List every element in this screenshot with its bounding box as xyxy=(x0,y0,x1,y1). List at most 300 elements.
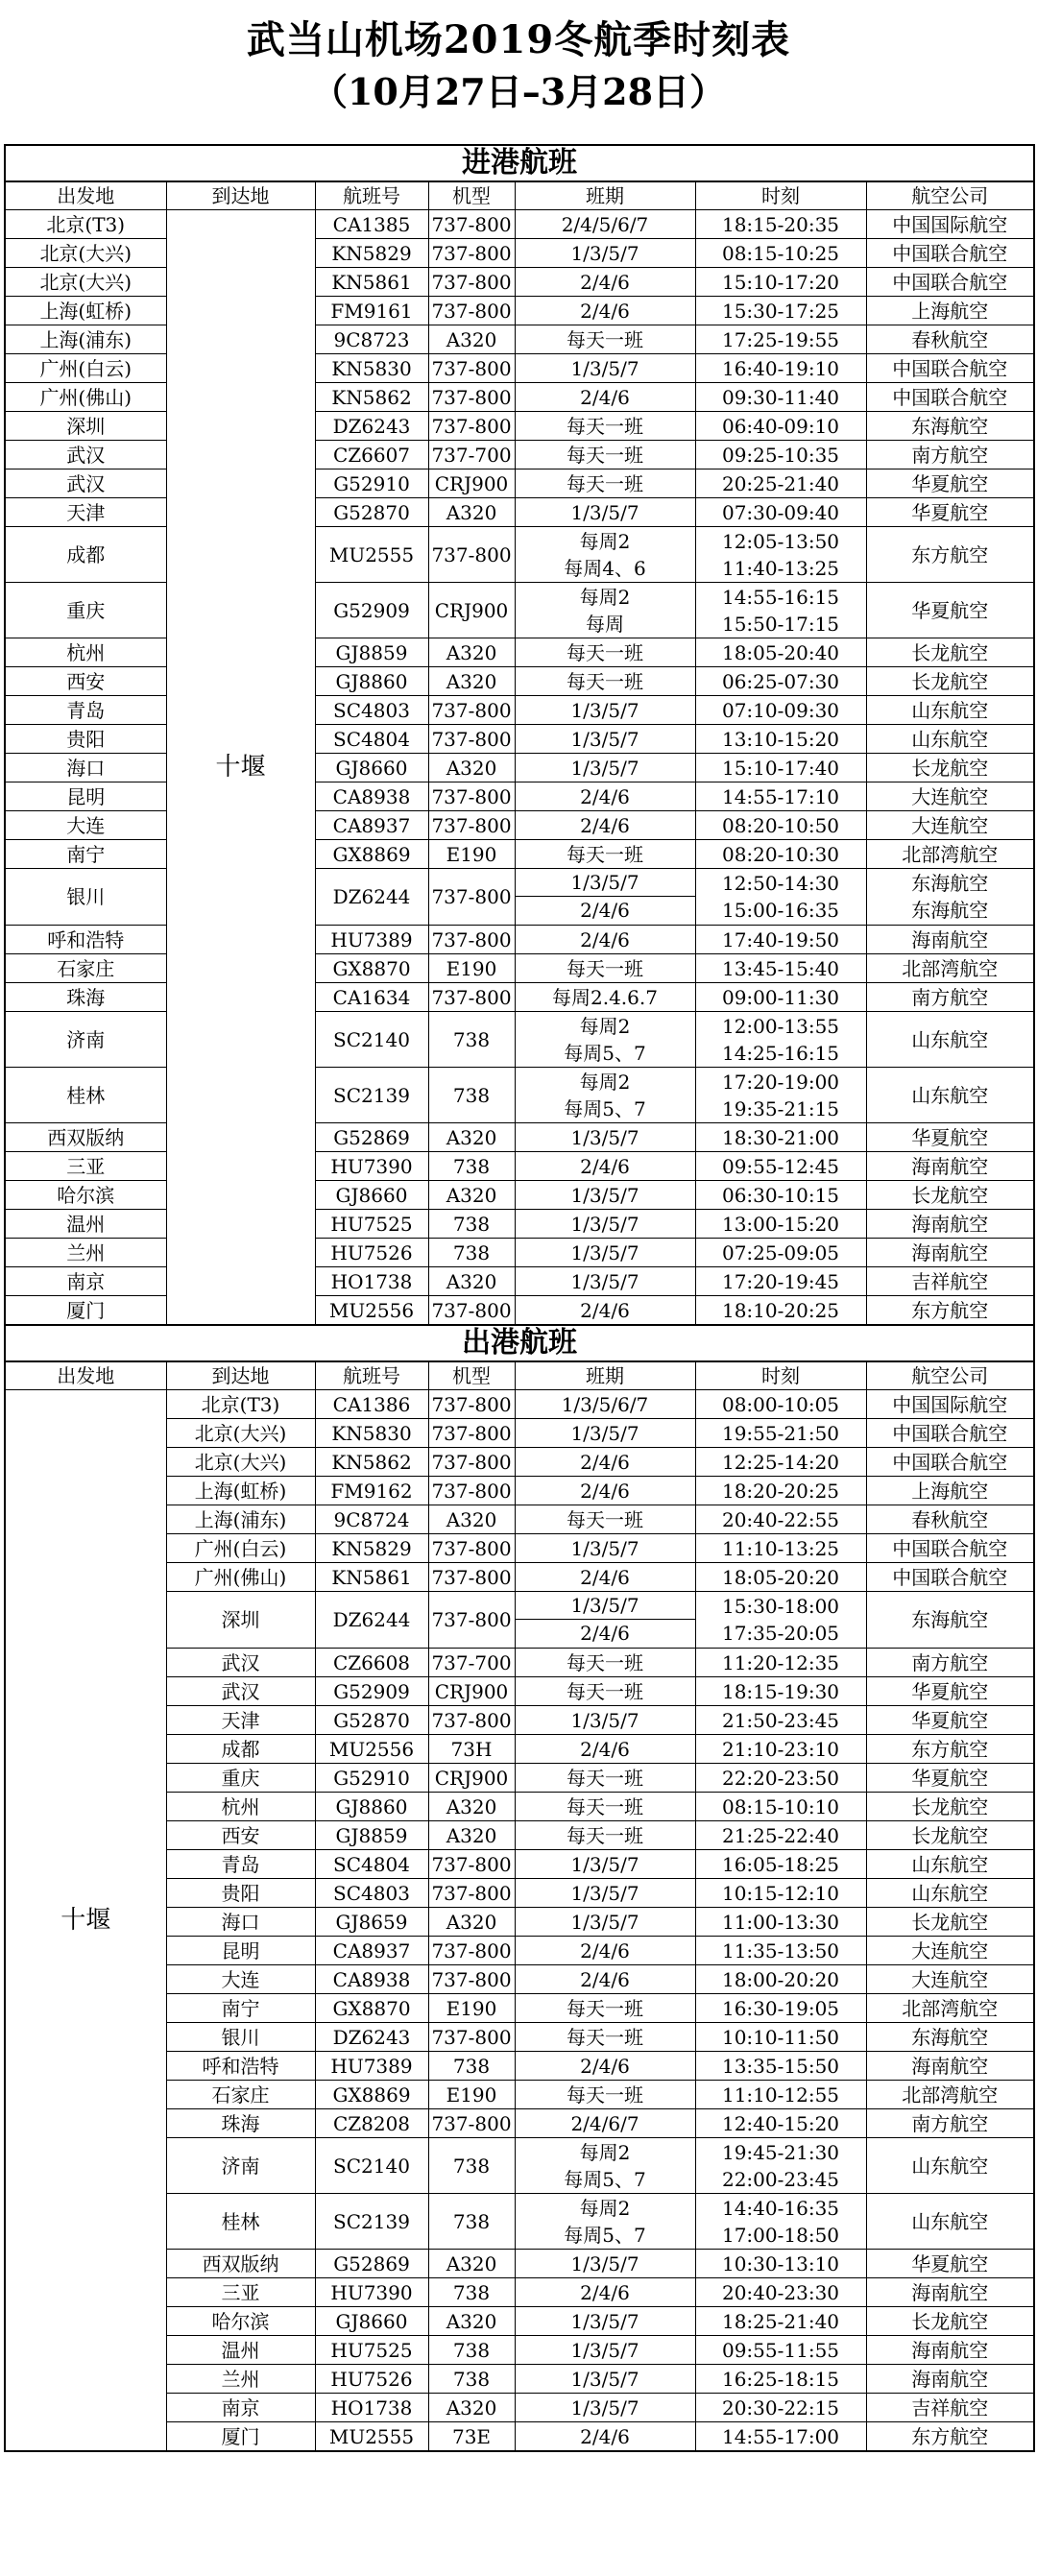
table-row xyxy=(5,1068,1034,1123)
table-row xyxy=(5,441,1034,469)
table-row xyxy=(5,725,1034,754)
airline-cell: 海南航空 xyxy=(866,2365,1034,2394)
aircraft-cell: 737-800 xyxy=(428,983,515,1012)
flight-number-cell: SC2139 xyxy=(315,1068,428,1123)
flight-number-cell: CA8938 xyxy=(315,782,428,811)
column-header-1: 到达地 xyxy=(166,1361,315,1390)
aircraft-cell: A320 xyxy=(428,667,515,696)
airline-cell: 海南航空 xyxy=(866,2278,1034,2307)
days-cell: 2/4/6 xyxy=(515,1563,695,1592)
airline-cell: 海南航空 xyxy=(866,1239,1034,1267)
departures-section-title: 出港航班 xyxy=(5,1325,1034,1361)
airline-cell: 长龙航空 xyxy=(866,667,1034,696)
days-cell: 2/4/6 xyxy=(515,268,695,297)
aircraft-cell: A320 xyxy=(428,638,515,667)
city-cell: 北京(大兴) xyxy=(5,239,166,268)
flight-number-cell: GJ8660 xyxy=(315,1181,428,1210)
aircraft-cell: 737-800 xyxy=(428,1419,515,1448)
departures-column-header-row xyxy=(5,1361,1034,1390)
time-cell: 17:20-19:00 19:35-21:15 xyxy=(695,1068,866,1123)
airline-cell: 南方航空 xyxy=(866,1649,1034,1677)
time-cell: 18:25-21:40 xyxy=(695,2307,866,2336)
column-header-1: 到达地 xyxy=(166,181,315,210)
city-cell: 北京(大兴) xyxy=(166,1448,315,1477)
airline-cell: 华夏航空 xyxy=(866,1677,1034,1706)
days-cell: 2/4/6 xyxy=(515,1937,695,1965)
flight-number-cell: HU7390 xyxy=(315,1152,428,1181)
days-cell: 每天一班 xyxy=(515,840,695,869)
schedule-table xyxy=(4,144,1035,2452)
time-cell: 19:55-21:50 xyxy=(695,1419,866,1448)
flight-number-cell: SC4803 xyxy=(315,696,428,725)
airline-cell: 长龙航空 xyxy=(866,754,1034,782)
flight-number-cell: SC4803 xyxy=(315,1879,428,1908)
aircraft-cell: CRJ900 xyxy=(428,469,515,498)
airline-cell: 山东航空 xyxy=(866,2138,1034,2194)
table-row xyxy=(5,811,1034,840)
days-cell: 1/3/5/7 xyxy=(515,354,695,383)
column-header-6: 航空公司 xyxy=(866,181,1034,210)
flight-number-cell: CZ8208 xyxy=(315,2109,428,2138)
airline-cell: 中国国际航空 xyxy=(866,1390,1034,1419)
table-row xyxy=(5,268,1034,297)
time-cell: 13:35-15:50 xyxy=(695,2052,866,2081)
flight-number-cell: SC4804 xyxy=(315,725,428,754)
days-cell: 2/4/6 xyxy=(515,383,695,412)
airline-cell: 南方航空 xyxy=(866,983,1034,1012)
days-cell xyxy=(515,1592,695,1649)
airline-cell: 吉祥航空 xyxy=(866,1267,1034,1296)
time-cell: 14:55-17:10 xyxy=(695,782,866,811)
days-cell xyxy=(515,869,695,926)
city-cell: 珠海 xyxy=(5,983,166,1012)
flight-number-cell: GJ8860 xyxy=(315,1793,428,1821)
flight-number-cell: HO1738 xyxy=(315,2394,428,2422)
aircraft-cell: 737-800 xyxy=(428,527,515,583)
days-cell: 1/3/5/7 xyxy=(515,1239,695,1267)
airline-cell: 海南航空 xyxy=(866,2336,1034,2365)
days-cell: 1/3/5/7 xyxy=(515,754,695,782)
days-cell: 2/4/6 xyxy=(515,297,695,325)
time-cell: 06:40-09:10 xyxy=(695,412,866,441)
days-cell: 1/3/5/7 xyxy=(515,1879,695,1908)
days-cell: 每天一班 xyxy=(515,1821,695,1850)
days-cell: 1/3/5/7 xyxy=(515,1181,695,1210)
days-cell: 1/3/5/7 xyxy=(515,2307,695,2336)
airline-cell: 春秋航空 xyxy=(866,325,1034,354)
airline-cell: 长龙航空 xyxy=(866,1181,1034,1210)
flight-number-cell: SC2140 xyxy=(315,1012,428,1068)
flight-number-cell: HU7525 xyxy=(315,1210,428,1239)
time-cell: 10:15-12:10 xyxy=(695,1879,866,1908)
table-row xyxy=(5,926,1034,954)
airline-cell: 山东航空 xyxy=(866,1879,1034,1908)
page-title: 武当山机场2019冬航季时刻表 xyxy=(246,17,791,62)
time-cell: 06:30-10:15 xyxy=(695,1181,866,1210)
city-cell: 厦门 xyxy=(5,1296,166,1326)
flight-number-cell: FM9161 xyxy=(315,297,428,325)
flight-number-cell: CA8937 xyxy=(315,811,428,840)
time-cell: 21:25-22:40 xyxy=(695,1821,866,1850)
flight-number-cell: HU7389 xyxy=(315,926,428,954)
aircraft-cell: 738 xyxy=(428,1239,515,1267)
days-cell: 每天一班 xyxy=(515,638,695,667)
airline-cell: 长龙航空 xyxy=(866,2307,1034,2336)
city-cell: 杭州 xyxy=(5,638,166,667)
city-cell: 南宁 xyxy=(166,1994,315,2023)
aircraft-cell: 737-800 xyxy=(428,782,515,811)
city-cell: 三亚 xyxy=(5,1152,166,1181)
airline-cell: 大连航空 xyxy=(866,1937,1034,1965)
table-row xyxy=(5,412,1034,441)
time-cell: 18:05-20:20 xyxy=(695,1563,866,1592)
city-cell: 厦门 xyxy=(166,2422,315,2452)
days-cell: 每天一班 xyxy=(515,1677,695,1706)
flight-number-cell: GJ8860 xyxy=(315,667,428,696)
table-row xyxy=(5,754,1034,782)
time-cell: 20:30-22:15 xyxy=(695,2394,866,2422)
city-cell: 北京(大兴) xyxy=(166,1419,315,1448)
flight-number-cell: HU7525 xyxy=(315,2336,428,2365)
arrivals-section-title: 进港航班 xyxy=(5,145,1034,181)
aircraft-cell: 737-800 xyxy=(428,1706,515,1735)
time-cell: 06:25-07:30 xyxy=(695,667,866,696)
airline-cell: 山东航空 xyxy=(866,725,1034,754)
time-cell: 12:40-15:20 xyxy=(695,2109,866,2138)
flight-number-cell: KN5829 xyxy=(315,239,428,268)
airline-cell: 东方航空 xyxy=(866,1735,1034,1764)
flight-number-cell: DZ6244 xyxy=(315,1592,428,1649)
city-cell: 天津 xyxy=(166,1706,315,1735)
column-header-5: 时刻 xyxy=(695,181,866,210)
airline-cell: 东方航空 xyxy=(866,2422,1034,2452)
flight-number-cell: GJ8859 xyxy=(315,638,428,667)
aircraft-cell: 737-800 xyxy=(428,297,515,325)
days-cell: 1/3/5/7 xyxy=(515,725,695,754)
flight-number-cell: G52869 xyxy=(315,2250,428,2278)
time-cell: 15:10-17:40 xyxy=(695,754,866,782)
days-cell: 每周2 每周5、7 xyxy=(515,2194,695,2250)
aircraft-cell: 737-800 xyxy=(428,383,515,412)
city-cell: 上海(浦东) xyxy=(5,325,166,354)
city-cell: 南京 xyxy=(166,2394,315,2422)
airline-cell: 中国联合航空 xyxy=(866,354,1034,383)
city-cell: 杭州 xyxy=(166,1793,315,1821)
airline-cell: 大连航空 xyxy=(866,811,1034,840)
airline-cell: 东海航空 xyxy=(866,412,1034,441)
days-cell: 2/4/5/6/7 xyxy=(515,210,695,239)
city-cell: 南宁 xyxy=(5,840,166,869)
airline-cell: 海南航空 xyxy=(866,2052,1034,2081)
days-cell: 1/3/5/7 xyxy=(515,1534,695,1563)
table-row xyxy=(5,1210,1034,1239)
aircraft-cell: CRJ900 xyxy=(428,1677,515,1706)
days-cell: 每周2 每周5、7 xyxy=(515,1012,695,1068)
aircraft-cell: 737-800 xyxy=(428,811,515,840)
time-cell: 10:30-13:10 xyxy=(695,2250,866,2278)
city-cell: 昆明 xyxy=(166,1937,315,1965)
flight-number-cell: GJ8660 xyxy=(315,754,428,782)
days-cell: 1/3/5/7 xyxy=(515,2250,695,2278)
city-cell: 广州(佛山) xyxy=(166,1563,315,1592)
days-cell: 2/4/6 xyxy=(515,1735,695,1764)
city-cell: 呼和浩特 xyxy=(5,926,166,954)
flight-number-cell: KN5829 xyxy=(315,1534,428,1563)
days-cell: 每天一班 xyxy=(515,954,695,983)
city-cell: 银川 xyxy=(166,2023,315,2052)
table-row xyxy=(5,983,1034,1012)
arrivals-section-header xyxy=(5,145,1034,181)
table-row xyxy=(5,1181,1034,1210)
aircraft-cell: 737-800 xyxy=(428,696,515,725)
time-cell: 15:30-18:00 17:35-20:05 xyxy=(695,1592,866,1649)
city-cell: 上海(虹桥) xyxy=(5,297,166,325)
aircraft-cell: 737-800 xyxy=(428,1477,515,1505)
city-cell: 桂林 xyxy=(5,1068,166,1123)
time-cell: 17:25-19:55 xyxy=(695,325,866,354)
airline-cell: 华夏航空 xyxy=(866,1706,1034,1735)
aircraft-cell: A320 xyxy=(428,2394,515,2422)
city-cell: 武汉 xyxy=(5,441,166,469)
city-cell: 青岛 xyxy=(5,696,166,725)
airline-cell: 长龙航空 xyxy=(866,1908,1034,1937)
aircraft-cell: 73E xyxy=(428,2422,515,2452)
table-row xyxy=(5,239,1034,268)
flight-number-cell: KN5862 xyxy=(315,1448,428,1477)
table-row xyxy=(5,498,1034,527)
aircraft-cell: CRJ900 xyxy=(428,583,515,638)
time-cell: 08:20-10:50 xyxy=(695,811,866,840)
aircraft-cell: 738 xyxy=(428,2052,515,2081)
days-cell: 2/4/6 xyxy=(515,2278,695,2307)
city-cell: 大连 xyxy=(166,1965,315,1994)
time-cell: 11:10-12:55 xyxy=(695,2081,866,2109)
days-part: 2/4/6 xyxy=(580,1622,630,1645)
days-cell: 每天一班 xyxy=(515,2023,695,2052)
aircraft-cell: 738 xyxy=(428,2365,515,2394)
days-cell: 每天一班 xyxy=(515,325,695,354)
flight-number-cell: G52870 xyxy=(315,1706,428,1735)
city-cell: 西双版纳 xyxy=(166,2250,315,2278)
city-cell: 广州(白云) xyxy=(166,1534,315,1563)
airline-cell: 大连航空 xyxy=(866,782,1034,811)
time-cell: 22:20-23:50 xyxy=(695,1764,866,1793)
airline-cell: 上海航空 xyxy=(866,297,1034,325)
days-cell: 每天一班 xyxy=(515,412,695,441)
time-cell: 18:30-21:00 xyxy=(695,1123,866,1152)
table-row xyxy=(5,638,1034,667)
airline-cell: 南方航空 xyxy=(866,2109,1034,2138)
aircraft-cell: 737-800 xyxy=(428,1879,515,1908)
time-cell: 16:05-18:25 xyxy=(695,1850,866,1879)
aircraft-cell: E190 xyxy=(428,954,515,983)
city-cell: 三亚 xyxy=(166,2278,315,2307)
column-header-2: 航班号 xyxy=(315,181,428,210)
time-cell: 11:20-12:35 xyxy=(695,1649,866,1677)
time-cell: 11:00-13:30 xyxy=(695,1908,866,1937)
time-cell: 20:25-21:40 xyxy=(695,469,866,498)
city-cell: 北京(T3) xyxy=(5,210,166,239)
aircraft-cell: 737-800 xyxy=(428,1937,515,1965)
aircraft-cell: 737-800 xyxy=(428,210,515,239)
airline-cell: 大连航空 xyxy=(866,1965,1034,1994)
airline-cell: 吉祥航空 xyxy=(866,2394,1034,2422)
time-cell: 18:15-20:35 xyxy=(695,210,866,239)
table-row xyxy=(5,869,1034,926)
city-cell: 南京 xyxy=(5,1267,166,1296)
flight-number-cell: CA8938 xyxy=(315,1965,428,1994)
days-cell: 1/3/5/7 xyxy=(515,2365,695,2394)
time-cell: 15:10-17:20 xyxy=(695,268,866,297)
days-cell: 每周2 每周5、7 xyxy=(515,2138,695,2194)
flight-number-cell: HU7526 xyxy=(315,1239,428,1267)
flight-number-cell: CZ6607 xyxy=(315,441,428,469)
time-cell: 18:15-19:30 xyxy=(695,1677,866,1706)
time-cell: 18:10-20:25 xyxy=(695,1296,866,1326)
time-cell: 07:10-09:30 xyxy=(695,696,866,725)
flight-number-cell: G52909 xyxy=(315,1677,428,1706)
departures-section-header xyxy=(5,1325,1034,1361)
city-cell: 重庆 xyxy=(166,1764,315,1793)
airline-cell: 海南航空 xyxy=(866,926,1034,954)
home-city-cell: 十堰 xyxy=(5,1390,166,2452)
flight-number-cell: GX8870 xyxy=(315,954,428,983)
aircraft-cell: A320 xyxy=(428,1181,515,1210)
airline-cell: 华夏航空 xyxy=(866,1764,1034,1793)
city-cell: 呼和浩特 xyxy=(166,2052,315,2081)
city-cell: 西双版纳 xyxy=(5,1123,166,1152)
aircraft-cell: 737-800 xyxy=(428,1390,515,1419)
aircraft-cell: 738 xyxy=(428,1152,515,1181)
time-cell: 16:25-18:15 xyxy=(695,2365,866,2394)
time-cell: 08:15-10:10 xyxy=(695,1793,866,1821)
flight-number-cell: CA8937 xyxy=(315,1937,428,1965)
schedule-table-body xyxy=(5,145,1034,2451)
flight-number-cell: SC2139 xyxy=(315,2194,428,2250)
airline-cell: 上海航空 xyxy=(866,1477,1034,1505)
city-cell: 温州 xyxy=(5,1210,166,1239)
flight-number-cell: 9C8724 xyxy=(315,1505,428,1534)
aircraft-cell: 73H xyxy=(428,1735,515,1764)
city-cell: 成都 xyxy=(5,527,166,583)
days-cell: 2/4/6 xyxy=(515,782,695,811)
airline-cell: 南方航空 xyxy=(866,441,1034,469)
time-cell: 17:40-19:50 xyxy=(695,926,866,954)
days-cell: 1/3/5/7 xyxy=(515,239,695,268)
time-cell: 08:20-10:30 xyxy=(695,840,866,869)
table-row xyxy=(5,1267,1034,1296)
city-cell: 济南 xyxy=(166,2138,315,2194)
table-row xyxy=(5,383,1034,412)
airline-cell: 东海航空 xyxy=(866,2023,1034,2052)
city-cell: 深圳 xyxy=(5,412,166,441)
airline-cell: 中国联合航空 xyxy=(866,383,1034,412)
flight-number-cell: GX8870 xyxy=(315,1994,428,2023)
airline-cell: 山东航空 xyxy=(866,1850,1034,1879)
table-row xyxy=(5,527,1034,583)
page-header xyxy=(0,0,1037,139)
flight-number-cell: G52910 xyxy=(315,1764,428,1793)
table-row xyxy=(5,840,1034,869)
days-cell: 每周2.4.6.7 xyxy=(515,983,695,1012)
airline-cell: 中国联合航空 xyxy=(866,1563,1034,1592)
table-row xyxy=(5,1390,1034,1419)
days-cell: 1/3/5/7 xyxy=(515,1419,695,1448)
days-cell: 2/4/6 xyxy=(515,811,695,840)
city-cell: 昆明 xyxy=(5,782,166,811)
city-cell: 大连 xyxy=(5,811,166,840)
aircraft-cell: A320 xyxy=(428,1821,515,1850)
column-header-4: 班期 xyxy=(515,1361,695,1390)
airline-cell: 中国联合航空 xyxy=(866,239,1034,268)
days-cell: 1/3/5/7 xyxy=(515,1850,695,1879)
aircraft-cell: 737-800 xyxy=(428,1534,515,1563)
flight-number-cell: CA1386 xyxy=(315,1390,428,1419)
flight-number-cell: DZ6243 xyxy=(315,2023,428,2052)
table-row xyxy=(5,325,1034,354)
time-cell: 18:00-20:20 xyxy=(695,1965,866,1994)
days-cell: 1/3/5/6/7 xyxy=(515,1390,695,1419)
days-part: 2/4/6 xyxy=(580,899,630,922)
airline-cell: 中国国际航空 xyxy=(866,210,1034,239)
aircraft-cell: 738 xyxy=(428,1068,515,1123)
aircraft-cell: 737-800 xyxy=(428,354,515,383)
time-cell: 16:40-19:10 xyxy=(695,354,866,383)
city-cell: 深圳 xyxy=(166,1592,315,1649)
aircraft-cell: A320 xyxy=(428,1908,515,1937)
days-cell: 每天一班 xyxy=(515,1793,695,1821)
flight-number-cell: G52869 xyxy=(315,1123,428,1152)
days-cell: 每天一班 xyxy=(515,1649,695,1677)
flight-number-cell: HO1738 xyxy=(315,1267,428,1296)
airline-cell: 东方航空 xyxy=(866,1296,1034,1326)
time-cell: 16:30-19:05 xyxy=(695,1994,866,2023)
days-part: 1/3/5/7 xyxy=(516,1592,695,1620)
city-cell: 哈尔滨 xyxy=(166,2307,315,2336)
page-subtitle: （10月27日–3月28日） xyxy=(310,70,727,113)
airline-cell: 北部湾航空 xyxy=(866,840,1034,869)
days-cell: 1/3/5/7 xyxy=(515,2336,695,2365)
time-cell: 09:30-11:40 xyxy=(695,383,866,412)
city-cell: 北京(大兴) xyxy=(5,268,166,297)
city-cell: 武汉 xyxy=(166,1677,315,1706)
days-cell: 1/3/5/7 xyxy=(515,498,695,527)
aircraft-cell: A320 xyxy=(428,2250,515,2278)
flight-number-cell: MU2556 xyxy=(315,1296,428,1326)
flight-number-cell: FM9162 xyxy=(315,1477,428,1505)
time-cell: 12:00-13:55 14:25-16:15 xyxy=(695,1012,866,1068)
time-cell: 07:25-09:05 xyxy=(695,1239,866,1267)
days-cell: 2/4/6 xyxy=(515,2422,695,2452)
time-cell: 14:40-16:35 17:00-18:50 xyxy=(695,2194,866,2250)
city-cell: 重庆 xyxy=(5,583,166,638)
aircraft-cell: E190 xyxy=(428,2081,515,2109)
aircraft-cell: A320 xyxy=(428,2307,515,2336)
days-cell: 1/3/5/7 xyxy=(515,1210,695,1239)
days-cell: 每天一班 xyxy=(515,469,695,498)
city-cell: 广州(白云) xyxy=(5,354,166,383)
time-cell: 19:45-21:30 22:00-23:45 xyxy=(695,2138,866,2194)
time-cell: 17:20-19:45 xyxy=(695,1267,866,1296)
time-cell: 11:35-13:50 xyxy=(695,1937,866,1965)
aircraft-cell: 738 xyxy=(428,1210,515,1239)
airline-cell: 华夏航空 xyxy=(866,2250,1034,2278)
airline-cell: 东海航空 东海航空 xyxy=(866,869,1034,926)
aircraft-cell: E190 xyxy=(428,840,515,869)
column-header-4: 班期 xyxy=(515,181,695,210)
table-row xyxy=(5,1123,1034,1152)
time-cell: 07:30-09:40 xyxy=(695,498,866,527)
